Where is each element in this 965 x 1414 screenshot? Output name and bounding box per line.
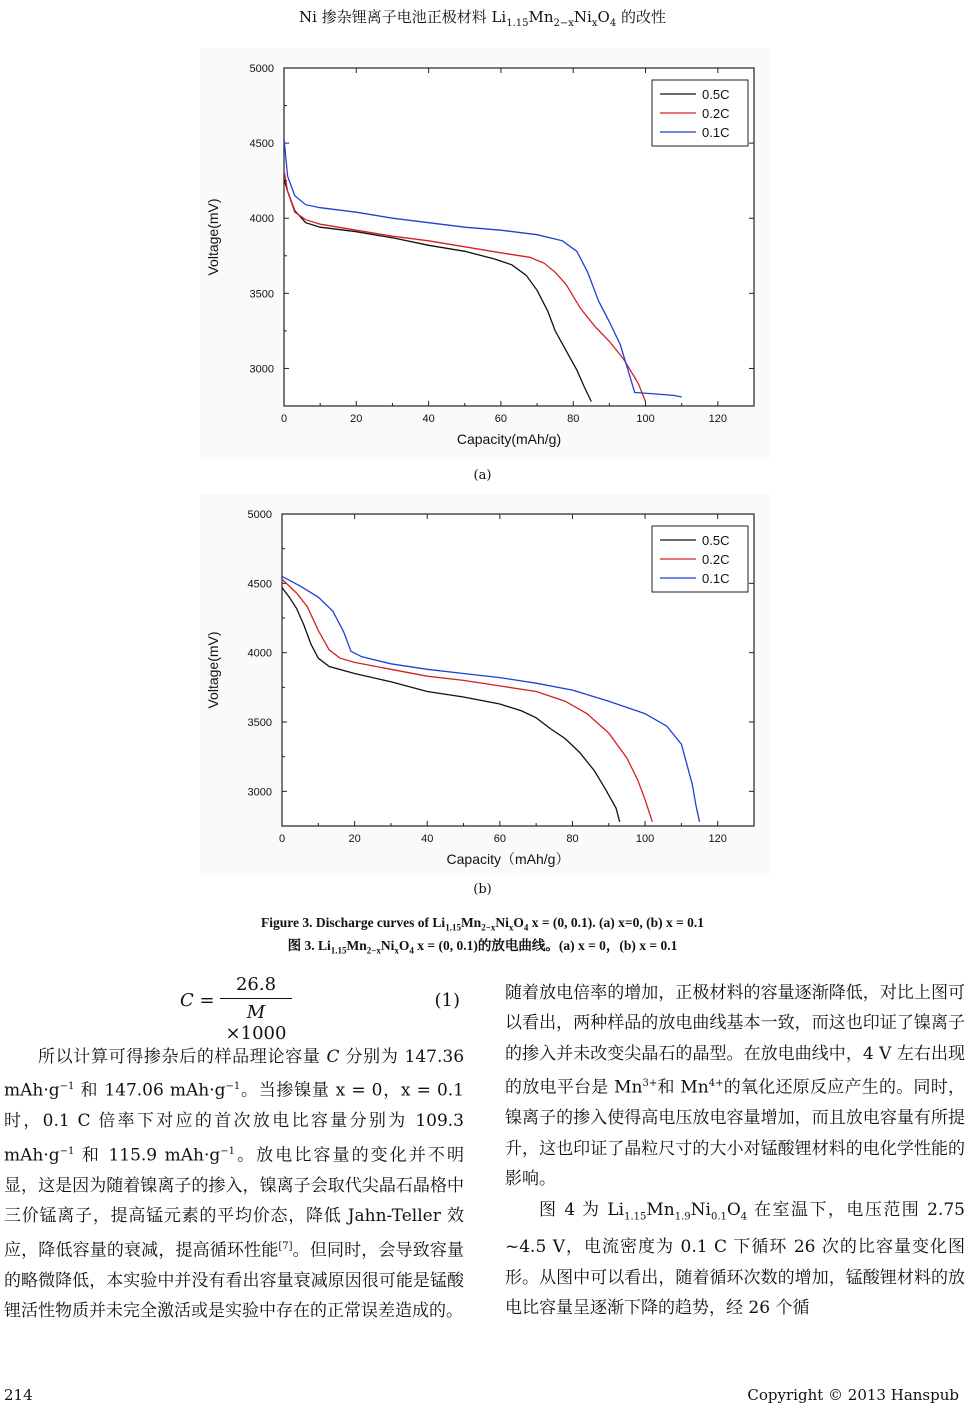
x-tick-label: 60 — [493, 833, 506, 845]
legend-label: 0.1C — [702, 571, 730, 586]
y-tick-label: 3500 — [247, 717, 272, 729]
paragraph: 图 4 为 $Li_{1.15}Mn_{1.9}Ni_{0.1}O_4$ 在室温下，电压范围 2.75 ~4.5 V，电流密度为 0.1 C 下循环 26 次的比容量变化图形。从图中可以看出，随着循环次数的增加，锰酸锂材料的放电比容量呈逐渐下降的趋势，经 26 个循 — [505, 1199, 965, 1319]
y-tick-label: 4500 — [249, 138, 274, 151]
equation-number: (1) — [434, 990, 460, 1011]
equation-denominator: M ×1000 — [225, 1002, 287, 1044]
equation-lhs: C = — [180, 990, 215, 1011]
x-tick-label: 60 — [494, 413, 508, 425]
legend-label: 0.2C — [702, 106, 730, 121]
chart-a-svg — [200, 48, 770, 460]
y-axis-title: Voltage(mV) — [205, 198, 221, 276]
x-tick-label: 80 — [566, 833, 579, 845]
chart-b — [200, 494, 770, 876]
x-tick-label: 40 — [422, 413, 435, 425]
paragraph: 所以计算可得掺杂后的样品理论容量 C 分别为 147.36 $mAh\cdot g^{-1}$ 和 147.06 $mAh\cdot g^{-1}$。当掺镍量 x = 0，x = 0.1 时，0.1 C 倍率下对应的首次放电比容量分别为 109.3 $mAh\cdot g^{-1}$ 和 115.9 $mAh\cdot g^{-1}$。放电比容量的变化并不明显，这是因为随着镍离子的掺入，镍离子会取代尖晶石晶格中三价锰离子，提高锰元素的平均价态，降低 Jahn-Teller 效应，降低容量的衰减，提高循环性能[7]。但同时，会导致容量的略微降低，本实验中并没有看出容量衰减原因很可能是锰酸锂活性物质并未完全激活或是实验中存在的正常误差造成的。 — [4, 1047, 465, 1322]
x-tick-label: 100 — [635, 833, 655, 845]
y-tick-label: 4000 — [249, 213, 274, 226]
page-number: 214 — [4, 1386, 33, 1404]
x-tick-label: 120 — [708, 833, 727, 845]
y-tick-label: 5000 — [249, 63, 274, 75]
x-tick-label: 120 — [708, 413, 728, 425]
y-tick-label: 3000 — [247, 786, 272, 799]
panel-label-a: (a) — [473, 468, 492, 483]
chart-b-svg — [200, 494, 770, 876]
left-column-text — [4, 1042, 464, 1327]
legend-label: 0.5C — [702, 87, 730, 102]
equation-fraction — [220, 974, 292, 1044]
figure-caption-en: Figure 3. Discharge curves of $Li_{1.15}Mn_{2-x}Ni_xO_4$ x = (0, 0.1). (a) x=0, (b) x = 0.1 — [260, 915, 705, 933]
x-tick-label: 20 — [348, 833, 361, 845]
running-header: Ni 掺杂锂离子电池正极材料 $Li_{1.15}Mn_{2-x}Ni_xO_4$ 的改性 — [299, 8, 666, 29]
x-tick-label: 80 — [567, 413, 580, 425]
figure-caption-zh: 图 3. $Li_{1.15}Mn_{2-x}Ni_xO_4$ x = (0, 0.1)的放电曲线。(a) x = 0，(b) x = 0.1 — [287, 938, 678, 956]
y-tick-label: 3500 — [249, 288, 274, 301]
legend-label: 0.2C — [702, 552, 730, 567]
x-tick-label: 40 — [421, 833, 434, 845]
x-axis-title: Capacity（mAh/g） — [446, 851, 570, 867]
x-tick-label: 100 — [636, 413, 655, 425]
equation-1 — [180, 972, 460, 1044]
equation-numerator: 26.8 — [220, 974, 292, 999]
x-tick-label: 0 — [278, 833, 286, 845]
legend-label: 0.1C — [702, 125, 730, 140]
x-tick-label: 0 — [280, 413, 288, 425]
y-tick-label: 4000 — [247, 647, 272, 660]
legend-label: 0.5C — [702, 533, 730, 548]
y-axis-title: Voltage(mV) — [205, 631, 221, 709]
panel-label-b: (b) — [473, 882, 492, 897]
y-tick-label: 5000 — [247, 509, 272, 521]
y-tick-label: 4500 — [247, 578, 272, 591]
paragraph: 随着放电倍率的增加，正极材料的容量逐渐降低，对比上图可以看出，两种样品的放电曲线基本一致，而这也印证了镍离子的掺入并未改变尖晶石的晶型。在放电曲线中，4 V 左右出现的放电平台是 $Mn^{3+}$和 $Mn^{4+}$的氧化还原反应产生的。同时，镍离子的掺入使得高电压放电容量增加，而且放电容量有所提升，这也印证了晶粒尺寸的大小对锰酸锂材料的电化学性能的影响。 — [505, 983, 965, 1190]
copyright-notice: Copyright © 2013 Hanspub — [747, 1386, 959, 1404]
right-column-text — [505, 978, 965, 1324]
y-tick-label: 3000 — [249, 363, 274, 376]
chart-a — [200, 48, 770, 460]
x-axis-title: Capacity(mAh/g) — [456, 431, 562, 447]
x-tick-label: 20 — [350, 413, 363, 425]
